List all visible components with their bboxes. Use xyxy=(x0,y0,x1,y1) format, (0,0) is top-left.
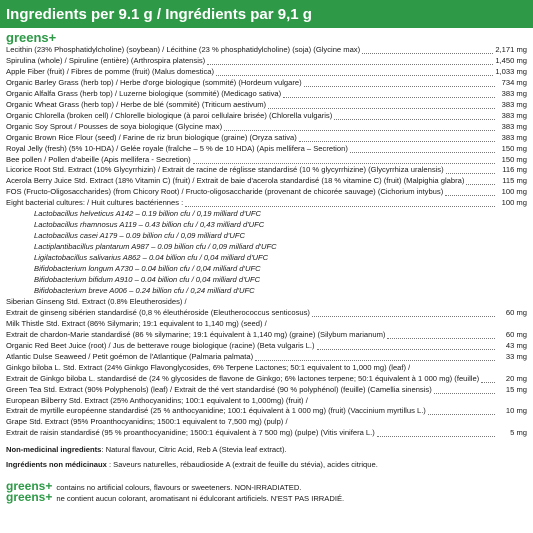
ingredient-row xyxy=(6,396,527,407)
ingredient-name: Green Tea Std. Extract (90% Polyphenols) (leaf) / Extrait de thé vert standardisé (90 % polyphénol) (feuille) (Camellia sinensis) xyxy=(6,384,432,394)
ingredient-name: Organic Brown Rice Flour (seed) / Farine de riz brun biologique (graine) (Oryza sativa) xyxy=(6,132,297,142)
ingredient-name: Lecithin (23% Phosphatidylcholine) (soybean) / Lécithine (23 % phosphatidylcholine) (soja) (Glycine max) xyxy=(6,45,361,54)
leader-dots xyxy=(247,234,525,240)
leader-dots xyxy=(262,277,525,283)
ingredient-amount: 100 mg xyxy=(501,187,527,197)
leader-dots xyxy=(224,124,495,131)
culture-row xyxy=(6,264,527,275)
leader-dots xyxy=(216,69,493,76)
culture-name: Lactobacillus helveticus A142 – 0.19 billion cfu / 0,19 milliard d'UFC xyxy=(34,209,261,219)
leader-dots xyxy=(263,267,525,273)
leader-dots xyxy=(428,408,495,415)
ingredient-amount: 383 mg xyxy=(501,132,527,142)
leader-dots xyxy=(207,58,493,65)
non-medicinal-en-label: Non-medicinal ingredients xyxy=(6,445,102,455)
ingredient-name: Organic Barley Grass (herb top) / Herbe d'orge biologique (sommité) (Hordeum vulgare) xyxy=(6,77,302,87)
ingredient-row xyxy=(6,308,527,319)
ingredient-name: Organic Wheat Grass (herb top) / Herbe de blé (sommité) (Triticum aestivum) xyxy=(6,99,267,109)
ingredient-name: European Bilberry Std. Extract (25% Anthocyanidins; 100:1 equivalent to 1,000mg) (fruit) / xyxy=(6,395,308,405)
ingredient-row xyxy=(6,319,527,330)
ingredient-amount: 150 mg xyxy=(501,143,527,153)
leader-dots xyxy=(185,200,495,207)
leader-dots xyxy=(257,288,525,294)
ingredient-amount: 383 mg xyxy=(501,121,527,131)
ingredient-name: Milk Thistle Std. Extract (86% Silymarin; 19:1 equivalent to 1,140 mg) (seed) / xyxy=(6,318,267,328)
brand-logo xyxy=(0,28,533,45)
ingredient-amount: 100 mg xyxy=(501,198,527,208)
ingredient-row xyxy=(6,89,527,100)
leader-dots xyxy=(362,47,493,54)
non-medicinal-fr-text: : Saveurs naturelles, rébaudioside A (extrait de feuille du stévia), acides citrique. xyxy=(106,459,378,469)
ingredient-amount: 1,033 mg xyxy=(495,66,527,76)
ingredient-amount: 10 mg xyxy=(505,406,527,416)
ingredient-amount: 383 mg xyxy=(501,110,527,120)
ingredient-name: Organic Alfalfa Grass (herb top) / Luzerne biologique (sommité) (Medicago sativa) xyxy=(6,88,282,98)
ingredient-row xyxy=(6,297,527,308)
ingredient-name: Atlantic Dulse Seaweed / Petit goémon de l'Atlantique (Palmaria palmata) xyxy=(6,351,254,361)
ingredient-amount: 150 mg xyxy=(501,154,527,164)
ingredient-name: Licorice Root Std. Extract (10% Glycyrrhizin) / Extrait de racine de réglisse standardisé (10 % glycyrrhizine) (Glycyrrhiza uralensis) xyxy=(6,165,444,175)
leader-dots xyxy=(334,113,495,120)
culture-row xyxy=(6,209,527,220)
header-title: Ingredients per 9.1 g / Ingrédients par 9,1 g xyxy=(6,5,312,23)
culture-row xyxy=(6,242,527,253)
leader-dots xyxy=(263,212,525,218)
ingredient-row xyxy=(6,133,527,144)
ingredients-header xyxy=(0,0,533,28)
ingredient-amount: 116 mg xyxy=(502,165,527,175)
ingredient-row xyxy=(6,187,527,198)
ingredient-row xyxy=(6,78,527,89)
leader-dots xyxy=(283,91,495,98)
leader-dots xyxy=(412,365,525,371)
culture-name: Bifidobacterium breve A006 – 0.24 billion cfu / 0,24 milliard d'UFC xyxy=(34,285,255,295)
non-medicinal-fr xyxy=(6,460,527,471)
ingredient-name: Extrait de raisin standardisé (95 % proanthocyanidine; 1500:1 équivalent à 7 500 mg) (pulpe) (Vitis vinifera L.) xyxy=(6,428,375,438)
leader-dots xyxy=(446,167,495,174)
ingredient-row xyxy=(6,176,527,187)
leader-dots xyxy=(466,178,495,185)
leader-dots xyxy=(270,256,525,262)
ingredient-row xyxy=(6,122,527,133)
culture-row xyxy=(6,286,527,297)
leader-dots xyxy=(299,135,495,142)
ingredient-amount: 60 mg xyxy=(505,329,527,339)
ingredient-row xyxy=(6,144,527,155)
ingredient-row xyxy=(6,341,527,352)
ingredient-name: Bee pollen / Pollen d'abeille (Apis mellifera - Secretion) xyxy=(6,154,191,164)
culture-row xyxy=(6,231,527,242)
leader-dots xyxy=(350,146,495,153)
ingredient-amount: 2,171 mg xyxy=(495,45,527,54)
ingredient-amount: 383 mg xyxy=(501,88,527,98)
footer-brand-fr: greens+ xyxy=(6,490,53,505)
ingredient-row xyxy=(6,155,527,166)
ingredient-name: Ginkgo biloba L. Std. Extract (24% Ginkgo Flavonglycosides, 6% Terpene Lactones; 50:1 equivalent to 1,000 mg) (leaf) / xyxy=(6,362,411,372)
ingredient-amount: 60 mg xyxy=(505,307,527,317)
ingredient-amount: 1,450 mg xyxy=(495,55,527,65)
footer-fr-text: ne contient aucun colorant, aromatisant ni édulcorant artificiels. N'EST PAS IRRADIÉ. xyxy=(56,494,345,504)
footer-brand-en: greens+ xyxy=(6,479,53,494)
ingredient-name: Organic Chlorella (broken cell) / Chlorelle biologique (à paroi cellulaire brisée) (Chlorella vulgaris) xyxy=(6,110,333,120)
footer xyxy=(0,470,533,505)
leader-dots xyxy=(387,332,495,339)
ingredient-name: Grape Std. Extract (95% Proanthocyanidins; 1500:1 equivalent to 7,500 mg) (pulp) / xyxy=(6,417,288,427)
ingredient-row xyxy=(6,67,527,78)
ingredient-name: FOS (Fructo-Oligosaccharides) (from Chicory Root) / Fructo-oligosaccharide (provenant de chicorée sauvage) (Cichorium intybus) xyxy=(6,187,444,197)
leader-dots xyxy=(312,310,495,317)
ingredient-row xyxy=(6,56,527,67)
leader-dots xyxy=(377,430,495,437)
leader-dots xyxy=(279,245,525,251)
ingredient-name: Spirulina (whole) / Spiruline (entière) (Arthrospira platensis) xyxy=(6,55,206,65)
leader-dots xyxy=(255,354,495,361)
ingredient-amount: 43 mg xyxy=(505,340,527,350)
ingredient-list xyxy=(0,45,533,439)
ingredient-row xyxy=(6,363,527,374)
culture-row xyxy=(6,275,527,286)
non-medicinal-fr-label: Ingrédients non médicinaux xyxy=(6,459,107,469)
leader-dots xyxy=(290,420,525,426)
culture-name: Ligilactobacillus salivarius A862 – 0.04 billion cfu / 0,04 milliard d'UFC xyxy=(34,253,269,263)
ingredient-name: Organic Soy Sprout / Pousses de soya biologique (Glycine max) xyxy=(6,121,223,131)
leader-dots xyxy=(193,157,495,164)
non-medicinal-en xyxy=(6,445,527,456)
leader-dots xyxy=(445,189,495,196)
culture-name: Bifidobacterium longum A730 – 0.04 billion cfu / 0,04 milliard d'UFC xyxy=(34,264,261,274)
culture-name: Lactiplantibacillus plantarum A987 – 0.09 billion cfu / 0,09 milliard d'UFC xyxy=(34,242,277,252)
non-medicinal-en-text: : Natural flavour, Citric Acid, Reb A (Stevia leaf extract). xyxy=(101,445,287,455)
ingredient-name: Extrait de myrtille européenne standardisé (25 % anthocyanidine; 100:1 équivalent à 1 000 mg) (fruit) (Vaccinium myrtillus L.) xyxy=(6,406,426,416)
leader-dots xyxy=(310,398,525,404)
ingredient-name: Organic Red Beet Juice (root) / Jus de betterave rouge biologique (racine) (Beta vulgaris L.) xyxy=(6,340,315,350)
culture-row xyxy=(6,220,527,231)
leader-dots xyxy=(268,102,495,109)
ingredient-row xyxy=(6,198,527,209)
ingredient-amount: 115 mg xyxy=(502,176,527,186)
ingredient-amount: 5 mg xyxy=(510,428,527,438)
ingredient-row xyxy=(6,374,527,385)
leader-dots xyxy=(266,223,525,229)
ingredient-row xyxy=(6,45,527,56)
ingredient-row xyxy=(6,417,527,428)
footer-en xyxy=(6,479,527,494)
ingredient-row xyxy=(6,330,527,341)
ingredient-row xyxy=(6,428,527,439)
ingredient-amount: 15 mg xyxy=(505,384,527,394)
leader-dots xyxy=(481,376,495,383)
ingredient-amount: 383 mg xyxy=(501,99,527,109)
ingredient-name: Extrait de chardon-Marie standardisé (86 % silymarine; 19:1 équivalent à 1,140 mg) (graine) (Silybum marianum) xyxy=(6,329,386,339)
ingredient-row xyxy=(6,165,527,176)
leader-dots xyxy=(434,387,495,394)
ingredient-name: Royal Jelly (fresh) (5% 10-HDA) / Gelée royale (fraîche – 5 % de 10 HDA) (Apis mellifera – Secretion) xyxy=(6,143,348,153)
footer-en-text: contains no artificial colours, flavours or sweeteners. NON-IRRADIATED. xyxy=(56,483,302,493)
leader-dots xyxy=(304,80,495,87)
culture-name: Lactobacillus casei A179 – 0.09 billion cfu / 0,09 milliard d'UFC xyxy=(34,231,245,241)
culture-name: Lactobacillus rhamnosus A119 – 0.43 billion cfu / 0,43 milliard d'UFC xyxy=(34,220,265,230)
ingredient-name: Extrait de Ginkgo biloba L. standardisé de (24 % glycosides de flavone de Ginkgo; 6% lactones terpene; 50:1 équivalent à 1 000 mg) (feuille) xyxy=(6,373,480,383)
ingredient-row xyxy=(6,111,527,122)
ingredient-name: Extrait de ginseng sibérien standardisé (0,8 % éleuthéroside (Eleutherococcus senticosus) xyxy=(6,307,310,317)
leader-dots xyxy=(269,321,525,327)
ingredient-name: Eight bacterial cultures: / Huit cultures bactériennes : xyxy=(6,198,184,208)
leader-dots xyxy=(189,299,525,305)
ingredient-row xyxy=(6,385,527,396)
non-medicinal-section xyxy=(0,439,533,470)
ingredient-amount: 33 mg xyxy=(505,351,527,361)
ingredient-name: Acerola Berry Juice Std. Extract (18% Vitamin C) (fruit) / Extrait de baie d'acerola standardisé (18 % vitamine C) (fruit) (Malpighia glabra) xyxy=(6,176,465,186)
culture-row xyxy=(6,253,527,264)
ingredient-amount: 20 mg xyxy=(505,373,527,383)
ingredient-name: Siberian Ginseng Std. Extract (0.8% Eleutherosides) / xyxy=(6,296,187,306)
ingredient-name: Apple Fiber (fruit) / Fibres de pomme (fruit) (Malus domestica) xyxy=(6,66,215,76)
ingredient-row xyxy=(6,100,527,111)
culture-name: Bifidobacterium bifidum A910 – 0.04 billion cfu / 0,04 milliard d'UFC xyxy=(34,275,261,285)
ingredient-row xyxy=(6,406,527,417)
leader-dots xyxy=(317,343,495,350)
ingredient-row xyxy=(6,352,527,363)
ingredient-amount: 734 mg xyxy=(501,77,527,87)
brand-name: greens+ xyxy=(6,30,57,45)
